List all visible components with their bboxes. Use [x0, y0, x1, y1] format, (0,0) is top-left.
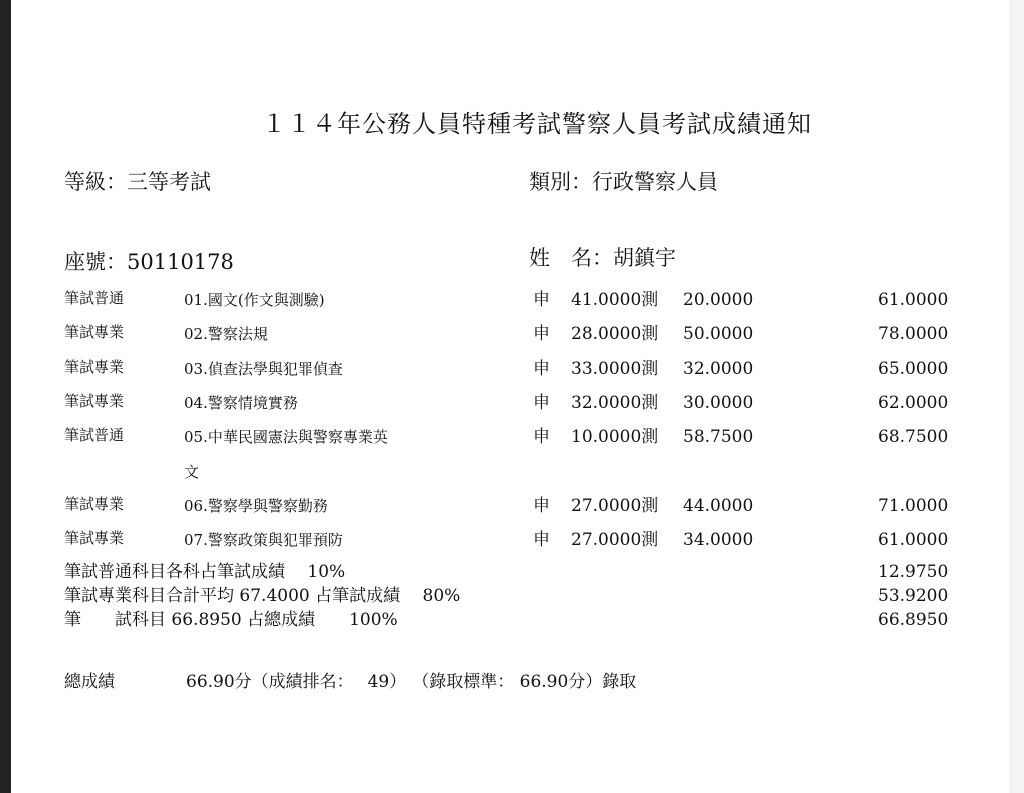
subject-score-a: 32.0000測 [571, 393, 659, 413]
subject-total: 61.0000 [878, 530, 949, 550]
subject-score-b: 58.7500 [683, 427, 754, 447]
subject-name-continued: 文 [184, 463, 200, 481]
subject-total: 62.0000 [878, 393, 949, 413]
summary-written-value: 66.8950 [878, 610, 949, 630]
exam-category: 類別：行政警察人員 [529, 170, 718, 194]
document-title: １１４年公務人員特種考試警察人員考試成績通知 [262, 110, 812, 138]
subject-score-b: 50.0000 [683, 324, 754, 344]
subject-shen-mark: 申 [533, 530, 550, 550]
subject-score-a: 33.0000測 [571, 359, 659, 379]
scan-left-edge [0, 0, 11, 793]
summary-general-text: 筆試普通科目各科占筆試成績 10% [64, 562, 346, 582]
subject-name: 03.偵查法學與犯罪偵查 [184, 360, 343, 378]
subject-score-b: 34.0000 [683, 530, 754, 550]
subject-shen-mark: 申 [533, 290, 550, 310]
subject-type: 筆試普通 [64, 426, 125, 444]
subject-score-a: 10.0000測 [571, 427, 659, 447]
subject-name: 04.警察情境實務 [184, 394, 298, 412]
final-score-line [64, 674, 636, 691]
subject-score-b: 30.0000 [683, 393, 754, 413]
subject-type: 筆試普通 [64, 289, 125, 307]
subject-name: 05.中華民國憲法與警察專業英 [184, 428, 388, 446]
subject-score-a: 41.0000測 [571, 290, 659, 310]
subject-total: 71.0000 [878, 496, 949, 516]
subject-type: 筆試專業 [64, 358, 125, 376]
subject-shen-mark: 申 [533, 359, 550, 379]
subject-score-b: 32.0000 [683, 359, 754, 379]
summary-written-text: 筆 試科目 66.8950 占總成績 100% [64, 610, 398, 630]
subject-total: 68.7500 [878, 427, 949, 447]
summary-professional-text: 筆試專業科目合計平均 67.4000 占筆試成績 80% [64, 586, 461, 606]
candidate-name: 姓 名：胡鎮宇 [529, 246, 676, 270]
subject-shen-mark: 申 [533, 427, 550, 447]
subject-total: 61.0000 [878, 290, 949, 310]
subject-shen-mark: 申 [533, 496, 550, 516]
subject-type: 筆試專業 [64, 495, 125, 513]
scan-right-edge [1009, 0, 1024, 793]
subject-type: 筆試專業 [64, 529, 125, 547]
subject-shen-mark: 申 [533, 393, 550, 413]
summary-professional-value: 53.9200 [878, 586, 949, 606]
subject-score-a: 27.0000測 [571, 496, 659, 516]
final-score-value: 66.90分 [186, 672, 252, 692]
admission-standard: （錄取標準： 66.90分） [412, 672, 603, 692]
subject-score-a: 28.0000測 [571, 324, 659, 344]
subject-name: 06.警察學與警察勤務 [184, 497, 328, 515]
subject-type: 筆試專業 [64, 392, 125, 410]
subject-score-a: 27.0000測 [571, 530, 659, 550]
subject-score-b: 20.0000 [683, 290, 754, 310]
final-rank: （成績排名： 49） [251, 672, 407, 692]
seat-number: 座號：50110178 [64, 250, 234, 274]
subject-total: 65.0000 [878, 359, 949, 379]
admission-result: 錄取 [602, 672, 637, 692]
subject-score-b: 44.0000 [683, 496, 754, 516]
subject-shen-mark: 申 [533, 324, 550, 344]
subject-total: 78.0000 [878, 324, 949, 344]
subject-name: 01.國文(作文與測驗) [184, 291, 325, 309]
summary-general-value: 12.9750 [878, 562, 949, 582]
subject-name: 07.警察政策與犯罪預防 [184, 531, 343, 549]
subject-type: 筆試專業 [64, 323, 125, 341]
exam-level: 等級：三等考試 [64, 170, 211, 194]
subject-name: 02.警察法規 [184, 325, 268, 343]
final-score-label: 總成績 [64, 672, 115, 692]
